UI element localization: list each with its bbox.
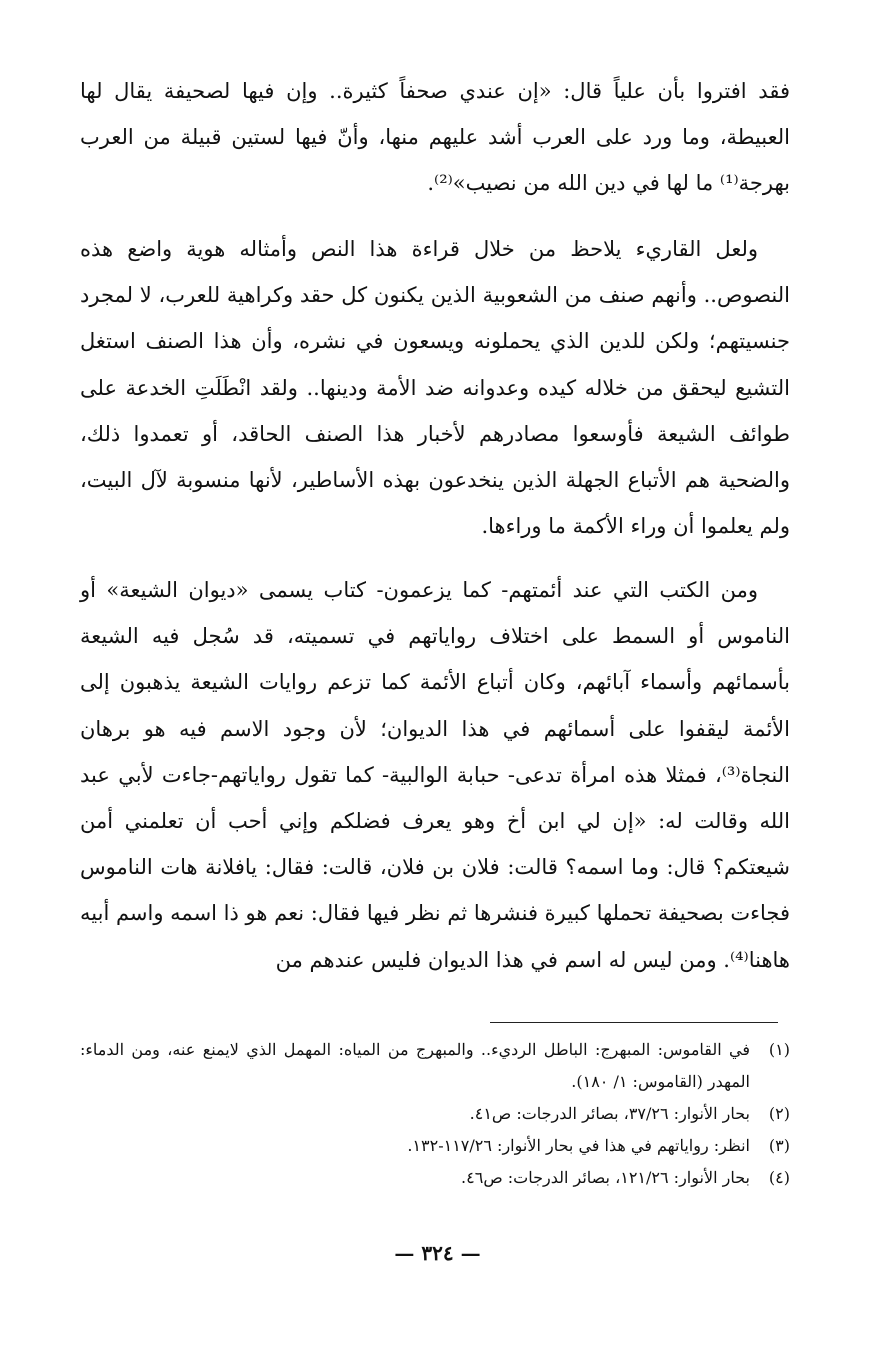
footnote-3 (80, 1130, 790, 1162)
page-number: — ٣٢٤ — (394, 1241, 481, 1265)
footnote-text: في القاموس: المبهرج: الباطل الرديء.. والمبهرج من المياه: المهمل الذي لايمنع عنه، ومن الدماء: المهدر (القاموس: ١/ ١٨٠). (80, 1040, 751, 1091)
footnote-2 (80, 1098, 790, 1130)
footnote-number: (٤) (768, 1168, 790, 1187)
paragraph-1: فقد افتروا بأن علياً قال: «إن عندي صحفاً كثيرة.. وإن فيها لصحيفة يقال لها العبيطة، وما ورد على العرب أشد عليهم منها، وأنّ فيها لستين قبيلة من العرب بهرجة⁽¹⁾ ما لها في دين الله من نصيب»⁽²⁾. (80, 79, 790, 196)
paragraph-2: ولعل القاريء يلاحظ من خلال قراءة هذا النص وأمثاله هوية واضع هذه النصوص.. وأنهم صنف من الشعوبية الذين يكنون كل حقد وكراهية للعرب، لا لمجرد جنسيتهم؛ ولكن للدين الذي يحملونه ويسعون في نشره، وأن هذا الصنف استغل التشيع ليحقق من خلاله كيده وعدوانه ضد الأمة ودينها.. ولقد انْطَلَتِ الخدعة على طوائف الشيعة فأوسعوا مصادرهم لأخبار هذا الصنف الحاقد، أو تعمدوا ذلك، والضحية هم الأتباع الجهلة الذين ينخدعون بهذه الأساطير، لأنها منسوبة لآل البيت، ولم يعلموا أن وراء الأكمة ما وراءها. (80, 237, 790, 539)
footnote-text: بحار الأنوار: ٣٧/٢٦، بصائر الدرجات: ص٤١. (469, 1104, 750, 1123)
footnote-number: (٢) (768, 1104, 790, 1123)
footnote-number: (٣) (768, 1136, 790, 1155)
footnote-text: انظر: رواياتهم في هذا في بحار الأنوار: ١١٧/٢٦-١٣٢. (407, 1136, 750, 1155)
footnote-4 (80, 1162, 790, 1194)
footnote-separator (490, 1022, 778, 1023)
footnote-number: (١) (768, 1040, 790, 1059)
footnote-1 (80, 1034, 790, 1098)
footnote-text: بحار الأنوار: ١٢١/٢٦، بصائر الدرجات: ص٤٦. (461, 1168, 750, 1187)
footnotes (80, 1034, 790, 1194)
paragraph-3: ومن الكتب التي عند أئمتهم- كما يزعمون- كتاب يسمى «ديوان الشيعة» أو الناموس أو السمط على اختلاف رواياتهم في تسميته، قد سُجل فيه الشيعة بأسمائهم وأسماء آبائهم، وكان أتباع الأئمة كما تزعم روايات الشيعة يذهبون إلى الأئمة ليقفوا على أسمائهم في هذا الديوان؛ لأن وجود الاسم فيه هو برهان النجاة⁽³⁾، فمثلا هذه امرأة تدعى- حبابة الوالبية- كما تقول رواياتهم-جاءت لأبي عبد الله وقالت له: «إن لي ابن أخ وهو يعرف فضلكم وإني أحب أن تعلمني أمن شيعتكم؟ قال: وما اسمه؟ قالت: فلان بن فلان، قالت: فقال: يافلانة هات الناموس فجاءت بصحيفة تحملها كبيرة فنشرها ثم نظر فيها فقال: نعم هو ذا اسمه واسم أبيه هاهنا⁽⁴⁾. ومن ليس له اسم في هذا الديوان فليس عندهم من (80, 578, 790, 972)
